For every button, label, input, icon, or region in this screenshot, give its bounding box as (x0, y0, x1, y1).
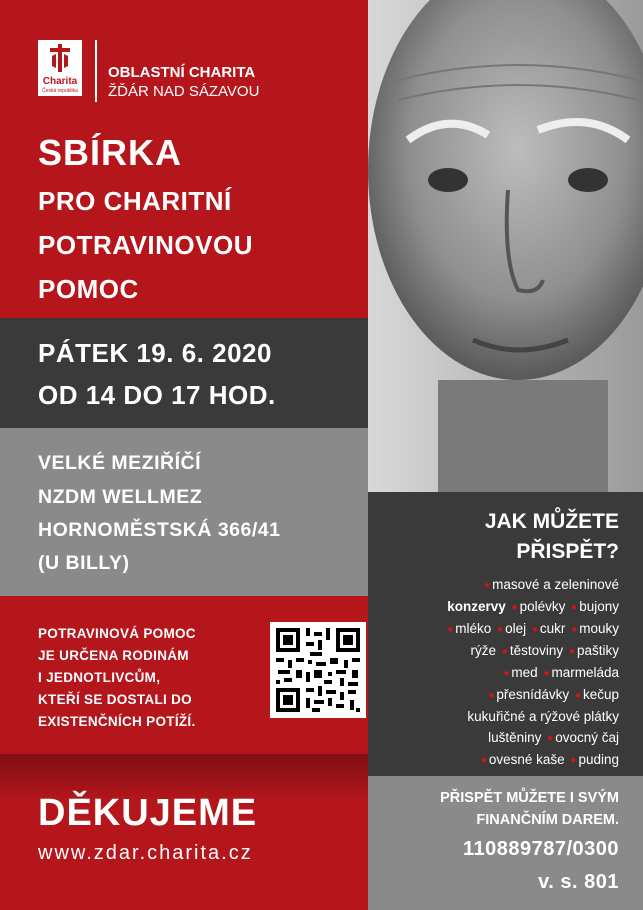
list-item: kukuřičné a rýžové plátky (467, 709, 619, 724)
list-item: mouky (579, 621, 619, 636)
title-sub-3: POMOC (38, 274, 139, 304)
cross-icon (46, 42, 74, 74)
date-panel (0, 318, 368, 428)
place-venue: NZDM WELLMEZ (38, 486, 203, 508)
title-sub-2: POTRAVINOVOU (38, 230, 253, 260)
list-item: ovocný čaj (555, 730, 619, 745)
list-item: paštiky (576, 643, 619, 658)
info-line-3: I JEDNOTLIVCŮM, (38, 670, 161, 685)
place-note: (U BILLY) (38, 552, 130, 574)
title-main: SBÍRKA (38, 132, 183, 173)
list-item: olej (505, 621, 527, 636)
list-item: masové a zeleninové (492, 577, 619, 592)
place-city: VELKÉ MEZIŘÍČÍ (38, 452, 202, 474)
donate-text-2: FINANČNÍM DAREM. (476, 812, 619, 828)
org-city: ŽĎÁR NAD SÁZAVOU (108, 83, 260, 100)
list-item: marmeláda (551, 665, 619, 680)
list-item: luštěniny (488, 730, 542, 745)
list-item: bujony (579, 599, 619, 614)
list-item: polévky (519, 599, 566, 614)
logo-divider (95, 40, 97, 102)
info-line-2: JE URČENA RODINÁM (38, 648, 189, 663)
list-item: konzervy (447, 599, 506, 614)
list-item: těstoviny (509, 643, 564, 658)
list-item: kečup (582, 687, 619, 702)
elderly-man-photo (368, 0, 643, 492)
donation-items-list: ● masové a zeleninové konzervy ● polévky ● bujony ● mléko ● olej ● cukr ● mouky rýže ● těstoviny ● paštiky ● med ● marmeláda ● přesnídávky ● kečup kukuřičné a rýžové plátky luštěniny ● ovocný čaj ● ovesné kaše ● puding (380, 574, 619, 793)
info-line-1: POTRAVINOVÁ POMOC (38, 626, 196, 641)
thanks-heading: DĚKUJEME (38, 792, 258, 834)
list-item: cukr (539, 621, 566, 636)
donate-text-1: PŘISPĚT MŮŽETE I SVÝM (440, 790, 619, 806)
info-line-5: EXISTENČNÍCH POTÍŽÍ. (38, 714, 196, 729)
help-title-line-1: JAK MŮŽETE (484, 510, 619, 533)
variable-symbol: v. s. 801 (538, 871, 619, 893)
org-name: OBLASTNÍ CHARITA (108, 64, 256, 81)
list-item: přesnídávky (496, 687, 570, 702)
logo-wordmark: Charita (42, 76, 78, 87)
qr-code[interactable] (270, 622, 366, 718)
website-link[interactable]: www.zdar.charita.cz (38, 842, 253, 864)
list-item: mléko (455, 621, 492, 636)
place-street: HORNOMĚSTSKÁ 366/41 (38, 519, 281, 541)
list-item: ovesné kaše (488, 752, 565, 767)
list-item: rýže (470, 643, 497, 658)
list-item: puding (578, 752, 619, 767)
bank-account: 110889787/0300 (462, 838, 619, 860)
title-sub-1: PRO CHARITNÍ (38, 186, 232, 216)
help-title-line-2: PŘISPĚT? (516, 540, 619, 563)
info-line-4: KTEŘÍ SE DOSTALI DO (38, 692, 192, 707)
list-item: med (511, 665, 538, 680)
logo-subtext: Česká republika (42, 88, 78, 94)
event-time: OD 14 DO 17 HOD. (38, 380, 276, 410)
event-date: PÁTEK 19. 6. 2020 (38, 338, 272, 368)
